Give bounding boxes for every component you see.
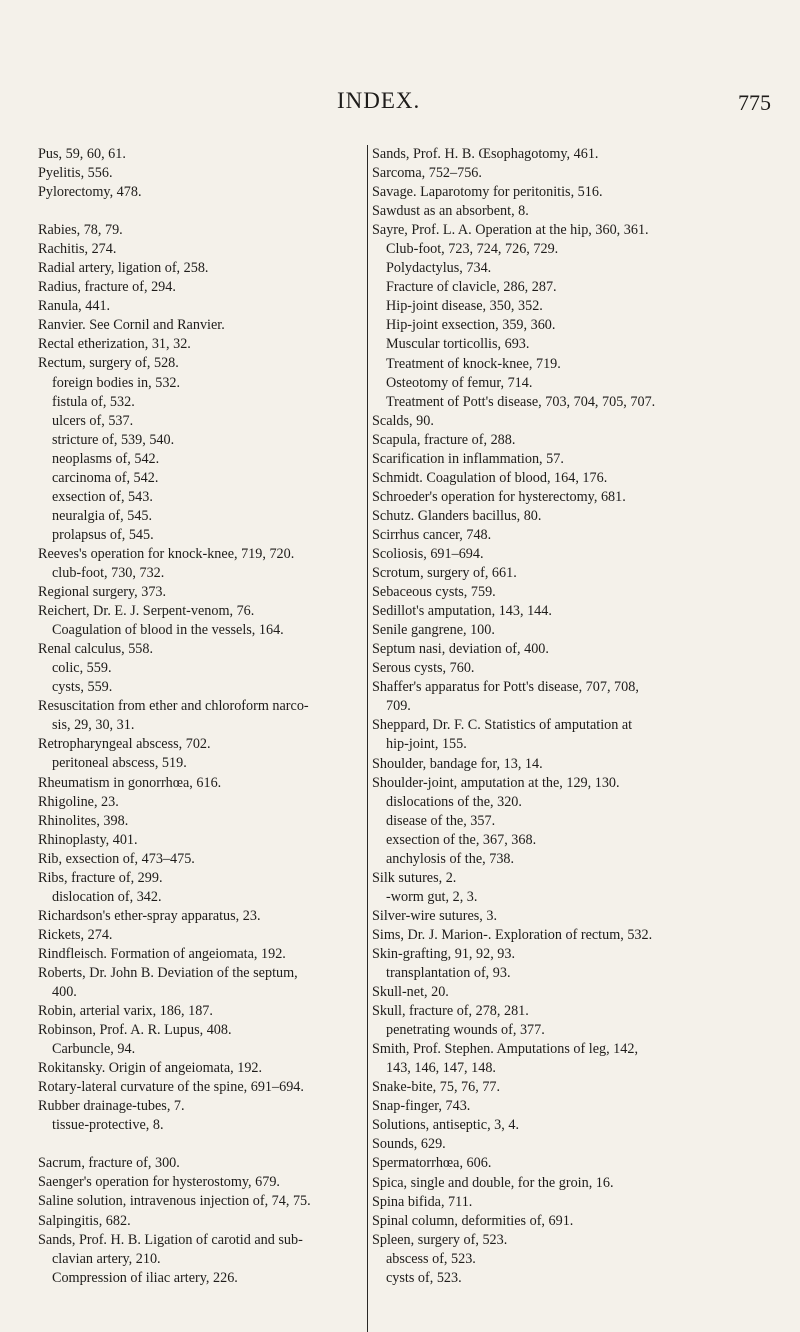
index-entry: Rindfleisch. Formation of angeiomata, 192. xyxy=(38,945,286,962)
index-subentry: -worm gut, 2, 3. xyxy=(386,888,478,905)
index-entry: Pyelitis, 556. xyxy=(38,165,113,182)
index-entry: Reichert, Dr. E. J. Serpent-venom, 76. xyxy=(38,603,255,620)
index-entry: Spinal column, deformities of, 691. xyxy=(372,1212,574,1229)
index-entry: Rokitansky. Origin of angeiomata, 192. xyxy=(38,1060,263,1077)
index-entry: Rhinolites, 398. xyxy=(38,812,129,829)
index-entry: Snap-finger, 743. xyxy=(372,1098,471,1115)
index-subentry: Club-foot, 723, 724, 726, 729. xyxy=(386,241,559,258)
left-index-column xyxy=(38,145,364,1288)
index-subentry: disease of the, 357. xyxy=(386,812,496,829)
index-entry: Rachitis, 274. xyxy=(38,241,117,258)
index-entry-continuation: 400. xyxy=(52,984,77,1001)
index-entry: Rheumatism in gonorrhœa, 616. xyxy=(38,774,222,791)
index-entry: Saline solution, intravenous injection of, 74, 75. xyxy=(38,1193,311,1210)
index-entry: Radius, fracture of, 294. xyxy=(38,279,176,296)
index-subentry: Compression of iliac artery, 226. xyxy=(52,1269,238,1286)
section-gap xyxy=(38,1135,364,1154)
index-entry: Rectal etherization, 31, 32. xyxy=(38,336,191,353)
page-title: INDEX. xyxy=(337,88,421,113)
index-subentry: Coagulation of blood in the vessels, 164. xyxy=(52,622,284,639)
index-entry: Scirrhus cancer, 748. xyxy=(372,526,492,543)
index-subentry: exsection of the, 367, 368. xyxy=(386,831,537,848)
index-entry: Schmidt. Coagulation of blood, 164, 176. xyxy=(372,469,608,486)
index-entry: Shoulder, bandage for, 13, 14. xyxy=(372,755,543,772)
index-entry: Shaffer's apparatus for Pott's disease, 707, 708, xyxy=(372,679,639,696)
index-entry: Solutions, antiseptic, 3, 4. xyxy=(372,1117,519,1134)
index-entry: Snake-bite, 75, 76, 77. xyxy=(372,1079,501,1096)
index-subentry: peritoneal abscess, 519. xyxy=(52,755,187,772)
index-entry-continuation: 143, 146, 147, 148. xyxy=(386,1060,496,1077)
index-subentry: Carbuncle, 94. xyxy=(52,1041,136,1058)
index-entry: Sawdust as an absorbent, 8. xyxy=(372,203,529,220)
index-entry: Sounds, 629. xyxy=(372,1136,446,1153)
index-entry: Silk sutures, 2. xyxy=(372,869,457,886)
index-entry: Rickets, 274. xyxy=(38,926,113,943)
index-entry: Silver-wire sutures, 3. xyxy=(372,907,498,924)
index-entry: Rhinoplasty, 401. xyxy=(38,831,138,848)
index-entry: Sands, Prof. H. B. Œsophagotomy, 461. xyxy=(372,146,599,162)
index-subentry: neoplasms of, 542. xyxy=(52,450,160,467)
index-entry: Skin-grafting, 91, 92, 93. xyxy=(372,945,516,962)
index-subentry: dislocation of, 342. xyxy=(52,888,162,905)
index-entry: Savage. Laparotomy for peritonitis, 516. xyxy=(372,184,603,201)
index-entry: Robin, arterial varix, 186, 187. xyxy=(38,1003,213,1020)
index-entry: Sacrum, fracture of, 300. xyxy=(38,1155,180,1172)
index-entry: Scalds, 90. xyxy=(372,412,434,429)
index-entry: Scapula, fracture of, 288. xyxy=(372,431,516,448)
index-entry: Septum nasi, deviation of, 400. xyxy=(372,641,549,658)
index-subentry: Hip-joint exsection, 359, 360. xyxy=(386,317,556,334)
index-entry: Sedillot's amputation, 143, 144. xyxy=(372,603,552,620)
index-subentry: Muscular torticollis, 693. xyxy=(386,336,530,353)
index-entry: Ribs, fracture of, 299. xyxy=(38,869,163,886)
page-number: 775 xyxy=(738,90,771,115)
index-entry: Richardson's ether-spray apparatus, 23. xyxy=(38,907,261,924)
index-entry: Salpingitis, 682. xyxy=(38,1212,131,1229)
index-subentry: stricture of, 539, 540. xyxy=(52,431,175,448)
index-entry: Rotary-lateral curvature of the spine, 691–694. xyxy=(38,1079,304,1096)
index-subentry: Fracture of clavicle, 286, 287. xyxy=(386,279,557,296)
index-subentry: Treatment of Pott's disease, 703, 704, 705, 707. xyxy=(386,393,656,410)
index-entry: Senile gangrene, 100. xyxy=(372,622,495,639)
index-entry: Schroeder's operation for hysterectomy, 681. xyxy=(372,488,626,505)
index-entry-continuation: 709. xyxy=(386,698,411,715)
index-subentry: penetrating wounds of, 377. xyxy=(386,1022,545,1039)
index-entry: Retropharyngeal abscess, 702. xyxy=(38,736,211,753)
index-entry: Roberts, Dr. John B. Deviation of the septum, xyxy=(38,964,298,981)
index-subentry: colic, 559. xyxy=(52,660,112,677)
index-subentry: abscess of, 523. xyxy=(386,1250,476,1267)
index-entry: Spleen, surgery of, 523. xyxy=(372,1231,508,1248)
index-subentry: Hip-joint disease, 350, 352. xyxy=(386,298,543,315)
index-entry: Ranula, 441. xyxy=(38,298,111,315)
index-entry: Reeves's operation for knock-knee, 719, 720. xyxy=(38,545,295,562)
index-entry: Pus, 59, 60, 61. xyxy=(38,146,126,162)
index-subentry: cysts of, 523. xyxy=(386,1269,462,1286)
index-entry: Spina bifida, 711. xyxy=(372,1193,473,1210)
index-subentry: neuralgia of, 545. xyxy=(52,507,153,524)
index-entry: Spica, single and double, for the groin, 16. xyxy=(372,1174,614,1191)
index-entry: Sheppard, Dr. F. C. Statistics of amputation at xyxy=(372,717,633,734)
index-entry: Rib, exsection of, 473–475. xyxy=(38,850,195,867)
section-gap xyxy=(38,202,364,221)
index-entry: Renal calculus, 558. xyxy=(38,641,154,658)
index-subentry: dislocations of the, 320. xyxy=(386,793,522,810)
index-entry: Saenger's operation for hysterostomy, 679. xyxy=(38,1174,280,1191)
index-subentry: club-foot, 730, 732. xyxy=(52,564,165,581)
index-subentry: cysts, 559. xyxy=(52,679,113,696)
index-entry: Sarcoma, 752–756. xyxy=(372,165,482,182)
index-entry-continuation: sis, 29, 30, 31. xyxy=(52,717,135,734)
index-entry: Rubber drainage-tubes, 7. xyxy=(38,1098,185,1115)
index-subentry: anchylosis of the, 738. xyxy=(386,850,515,867)
index-entry: Shoulder-joint, amputation at the, 129, 130. xyxy=(372,774,620,791)
index-entry: Scarification in inflammation, 57. xyxy=(372,450,564,467)
index-subentry: Osteotomy of femur, 714. xyxy=(386,374,533,391)
index-subentry: foreign bodies in, 532. xyxy=(52,374,181,391)
index-subentry: prolapsus of, 545. xyxy=(52,526,154,543)
index-entry: Pylorectomy, 478. xyxy=(38,184,142,201)
index-entry: Scoliosis, 691–694. xyxy=(372,545,484,562)
right-index-column xyxy=(372,145,772,1288)
index-entry-continuation: hip-joint, 155. xyxy=(386,736,467,753)
index-entry-continuation: clavian artery, 210. xyxy=(52,1250,161,1267)
index-entry: Radial artery, ligation of, 258. xyxy=(38,260,209,277)
page-header xyxy=(0,88,800,118)
index-entry: Smith, Prof. Stephen. Amputations of leg, 142, xyxy=(372,1041,639,1058)
index-entry: Ranvier. See Cornil and Ranvier. xyxy=(38,317,225,334)
index-subentry: ulcers of, 537. xyxy=(52,412,134,429)
index-entry: Skull-net, 20. xyxy=(372,984,449,1001)
index-entry: Serous cysts, 760. xyxy=(372,660,475,677)
index-entry: Sebaceous cysts, 759. xyxy=(372,584,496,601)
index-entry: Schutz. Glanders bacillus, 80. xyxy=(372,507,542,524)
index-entry: Sands, Prof. H. B. Ligation of carotid and sub- xyxy=(38,1231,303,1248)
index-entry: Sayre, Prof. L. A. Operation at the hip, 360, 361. xyxy=(372,222,649,239)
index-subentry: tissue-protective, 8. xyxy=(52,1117,164,1134)
index-entry: Rabies, 78, 79. xyxy=(38,222,123,239)
index-subentry: Polydactylus, 734. xyxy=(386,260,492,277)
index-entry: Rectum, surgery of, 528. xyxy=(38,355,179,372)
index-subentry: fistula of, 532. xyxy=(52,393,135,410)
index-entry: Skull, fracture of, 278, 281. xyxy=(372,1003,529,1020)
index-entry: Scrotum, surgery of, 661. xyxy=(372,565,517,582)
index-entry: Robinson, Prof. A. R. Lupus, 408. xyxy=(38,1022,232,1039)
index-subentry: exsection of, 543. xyxy=(52,488,153,505)
index-subentry: transplantation of, 93. xyxy=(386,965,511,982)
index-entry: Spermatorrhœa, 606. xyxy=(372,1155,492,1172)
column-divider xyxy=(367,145,368,1332)
index-subentry: carcinoma of, 542. xyxy=(52,469,159,486)
index-entry: Rhigoline, 23. xyxy=(38,793,119,810)
index-entry: Regional surgery, 373. xyxy=(38,584,167,601)
index-subentry: Treatment of knock-knee, 719. xyxy=(386,355,561,372)
index-entry: Resuscitation from ether and chloroform narco- xyxy=(38,698,309,715)
index-entry: Sims, Dr. J. Marion-. Exploration of rectum, 532. xyxy=(372,926,653,943)
